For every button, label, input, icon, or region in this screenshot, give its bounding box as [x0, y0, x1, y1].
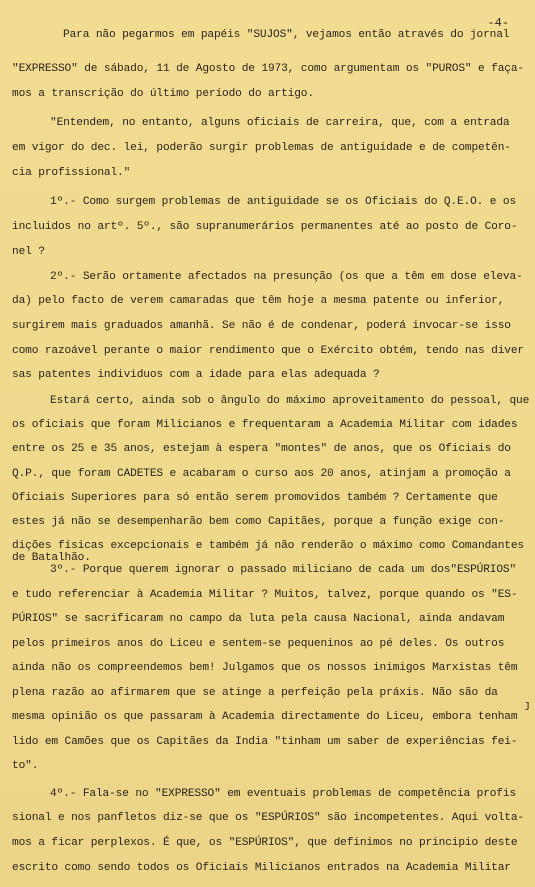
text-line: escrito como sendo todos os Oficiais Milicianos entrados na Academia Militar — [12, 862, 511, 874]
text-line: Oficiais Superiores para só então serem promovidos também ? Certamente que — [12, 492, 498, 504]
text-line: "Entendem, no entanto, alguns oficiais de carreira, que, com a entrada — [50, 117, 510, 129]
text-line: plena razão ao afirmarem que se atinge a perfeição pela práxis. Não são da — [12, 687, 498, 699]
text-line: em vigor do dec. lei, poderão surgir problemas de antiguidade e de competên- — [12, 142, 511, 154]
text-line: sas patentes individuos com a idade para elas adequada ? — [12, 369, 380, 381]
text-line: Para não pegarmos em papéis "SUJOS", vejamos então através do jornal — [63, 29, 510, 41]
text-line: 3º.- Porque querem ignorar o passado miliciano de cada um dos"ESPÚRIOS" — [50, 564, 517, 576]
page-number: -4- — [487, 16, 509, 30]
text-line: estes já não se desempenharão bem como Capitães, porque a função exige con- — [12, 516, 505, 528]
text-line: cia profissional." — [12, 167, 131, 179]
text-line: mesma opinião os que passaram à Academia directamente do Liceu, embora tenham — [12, 711, 518, 723]
text-line: sional e nos panfletos diz-se que os "ESPÚRIOS" são incompetentes. Aqui volta- — [12, 812, 524, 824]
text-line: dições físicas excepcionais e também já não renderão o máximo como Comandantes — [12, 540, 524, 552]
text-line: 4º.- Fala-se no "EXPRESSO" em eventuais problemas de competência profis — [50, 788, 517, 800]
text-line: mos a ficar perplexos. É que, os "ESPÚRIOS", que definimos no principio deste — [12, 837, 518, 849]
text-line: 1º.- Como surgem problemas de antiguidade se os Oficiais do Q.E.O. e os — [50, 196, 517, 208]
text-line: nel ? — [12, 246, 45, 258]
text-line: PÚRIOS" se sacrificaram no campo da luta pela causa Nacional, ainda andavam — [12, 613, 505, 625]
margin-mark: ȷ — [524, 700, 531, 712]
text-line: entre os 25 e 35 anos, estejam à espera "montes" de anos, que os Oficiais do — [12, 443, 511, 455]
text-line: Estará certo, ainda sob o ângulo do máximo aproveitamento do pessoal, que — [50, 395, 530, 407]
text-line: "EXPRESSO" de sábado, 11 de Agosto de 1973, como argumentam os "PUROS" e faça- — [12, 63, 524, 75]
text-line: e tudo referenciar à Academia Militar ? Muitos, talvez, porque quando os "ES- — [12, 589, 518, 601]
text-line: 2º.- Serão ortamente afectados na presunção (os que a têm em dose eleva- — [50, 271, 523, 283]
text-line: Q.P., que foram CADETES e acabaram o curso aos 20 anos, atinjam a promoção a — [12, 468, 511, 480]
text-line: lido em Camões que os Capitães da India "tinham um saber de experiências fei- — [12, 736, 518, 748]
text-line: ainda não os compreendemos bem! Julgamos que os nossos inimigos Marxistas têm — [12, 662, 518, 674]
text-line: de Batalhão. — [12, 552, 91, 564]
text-line: da) pelo facto de verem camaradas que têm hoje a mesma patente ou inferior, — [12, 295, 505, 307]
text-line: como razoável perante o maior rendimento que o Exército obtém, tendo nas diver — [12, 345, 524, 357]
text-line: mos a transcrição do último período do artigo. — [12, 88, 314, 100]
text-line: os oficiais que foram Milicianos e frequentaram a Academia Militar com idades — [12, 419, 518, 431]
text-line: pelos primeiros anos do Liceu e sentem-se pequeninos ao pé deles. Os outros — [12, 638, 505, 650]
text-line: surgirem mais graduados amanhã. Se não é de condenar, poderá invocar-se isso — [12, 320, 511, 332]
text-line: to". — [12, 760, 39, 772]
text-line: incluidos no artº. 5º., são supranumerários permanentes até ao posto de Coro- — [12, 221, 518, 233]
